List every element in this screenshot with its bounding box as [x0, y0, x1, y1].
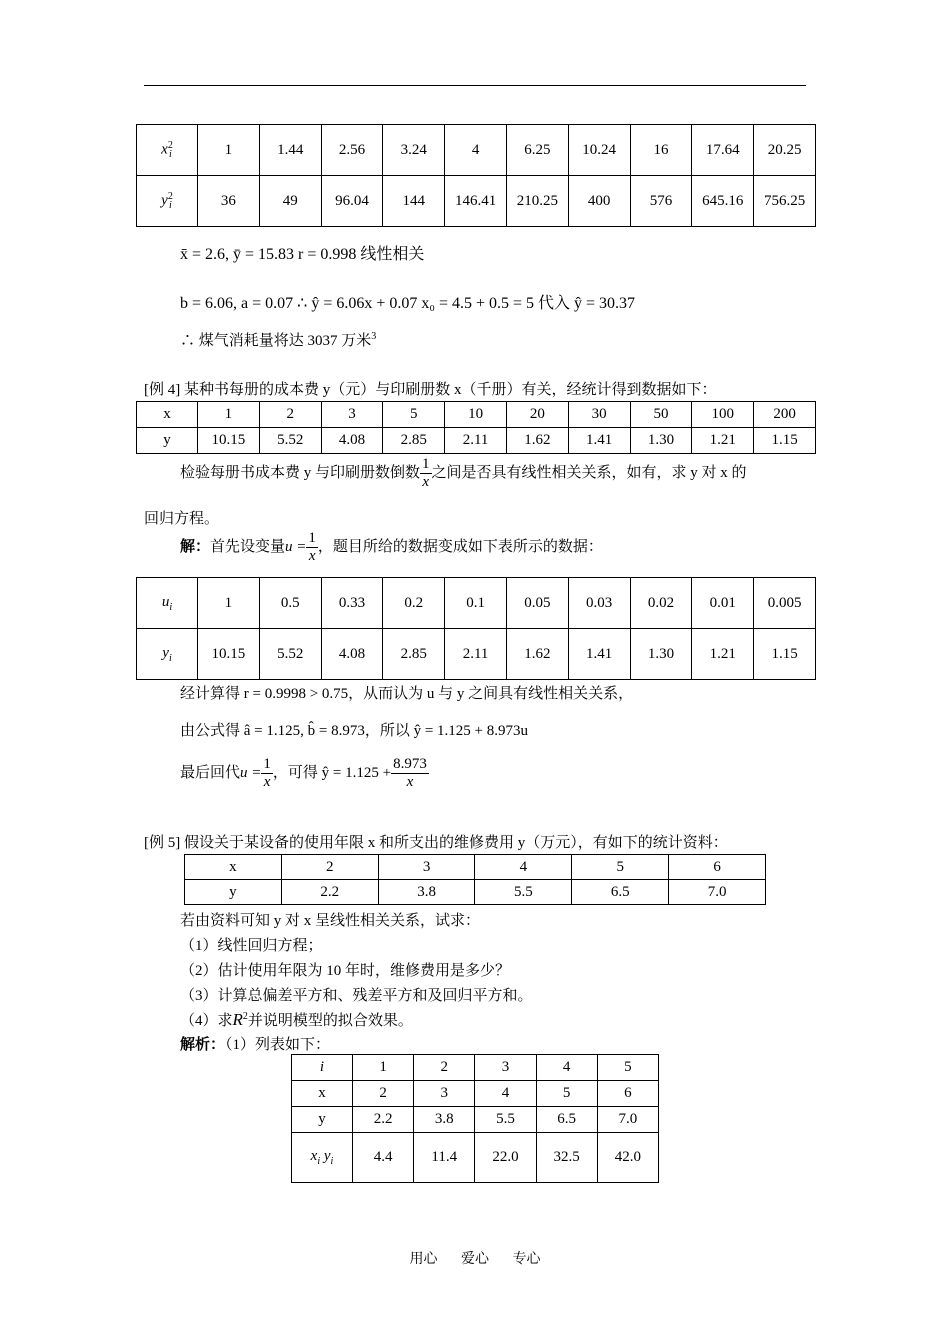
ex5-q2: （2）估计使用年限为 10 年时，维修费用是多少？: [180, 963, 511, 979]
header-rule: [144, 85, 806, 86]
table-row: [137, 629, 816, 680]
cell: 0.01: [692, 578, 754, 629]
cell: 0.02: [630, 578, 692, 629]
cell: 7.0: [669, 880, 766, 905]
example-4-question: [180, 456, 747, 491]
u-fraction: [261, 756, 273, 791]
solution-text-a: 首先设变量: [210, 538, 286, 555]
cell: 1.30: [630, 629, 692, 680]
table-squares: [136, 124, 816, 227]
solution-label: 解：: [180, 538, 211, 555]
cell: 0.05: [506, 578, 568, 629]
cell: 1.41: [568, 428, 630, 454]
cell: 4.08: [321, 629, 383, 680]
cell: 144: [383, 176, 445, 227]
q4-text-a: （4）求: [180, 1013, 233, 1029]
cell: 645.16: [692, 176, 754, 227]
example-5-intro: [例 5] 假设关于某设备的使用年限 x 和所支出的维修费用 y（万元），有如下的统计资料：: [144, 835, 728, 851]
cell: 50: [630, 402, 692, 428]
cell: 42.0: [597, 1133, 658, 1183]
table-row: [292, 1107, 659, 1133]
after-text-3b: ，可得 ŷ = 1.125 +: [272, 764, 392, 781]
cell: 1.15: [754, 629, 816, 680]
cell: 2.2: [281, 880, 378, 905]
row-label: y: [185, 880, 282, 905]
table-row: [185, 880, 766, 905]
cell: 10.24: [568, 125, 630, 176]
cell: 1.21: [692, 428, 754, 454]
cell: 11.4: [414, 1133, 475, 1183]
cell: 2.85: [383, 428, 445, 454]
cell: 36: [198, 176, 260, 227]
cell: 0.03: [568, 578, 630, 629]
row-label: x2 i: [137, 125, 198, 176]
cell: 400: [568, 176, 630, 227]
cell: 0.2: [383, 578, 445, 629]
calc-line-1: x̄ = 2.6, ȳ = 15.83 r = 0.998 线性相关: [180, 246, 425, 263]
cell: 1.62: [506, 629, 568, 680]
frac-den: x: [263, 774, 271, 790]
after-text-2: 由公式得 â = 1.125, b̂ = 8.973，所以 ŷ = 1.125 + 8.973u: [180, 723, 528, 739]
after-text-3a: 最后回代: [180, 764, 241, 781]
cell: 10: [445, 402, 507, 428]
cell: 1.21: [692, 629, 754, 680]
cell: 1.30: [630, 428, 692, 454]
table-ex5-data: [184, 854, 766, 905]
after-text-1: 经计算得 r = 0.9998 > 0.75，从而认为 u 与 y 之间具有线性相关关系，: [180, 686, 634, 702]
row-label: y: [137, 428, 198, 454]
table-row: [137, 428, 816, 454]
cell: 6.5: [572, 880, 669, 905]
cell: 4: [475, 855, 572, 880]
cell: 1.44: [259, 125, 321, 176]
var-u: u =: [285, 538, 307, 555]
cell: 3: [321, 402, 383, 428]
q4-text-b: 并说明模型的拟合效果。: [247, 1013, 413, 1029]
cell: 16: [630, 125, 692, 176]
question-text-a: 检验每册书成本费 y 与印刷册数倒数: [180, 464, 421, 481]
var-u: u =: [240, 764, 262, 781]
table-row: [137, 176, 816, 227]
cell: 6.5: [536, 1107, 597, 1133]
calc-line-3: [180, 329, 376, 350]
cell: 3.8: [378, 880, 475, 905]
table-ex5-calc: [291, 1054, 659, 1183]
answer-label: 解析：: [180, 1037, 226, 1053]
cell: 1: [353, 1055, 414, 1081]
table-row: [137, 402, 816, 428]
row-label: x: [292, 1081, 353, 1107]
cell: 5.52: [259, 428, 321, 454]
final-fraction: [391, 756, 429, 791]
cell: 49: [259, 176, 321, 227]
cell: 20.25: [754, 125, 816, 176]
cell: 17.64: [692, 125, 754, 176]
after-text-3: [180, 756, 429, 791]
cell: 0.005: [754, 578, 816, 629]
example-4-solution: [180, 530, 603, 565]
frac-num: 1: [308, 530, 316, 546]
solution-text-b: ，题目所给的数据变成如下表所示的数据：: [317, 538, 603, 555]
cell: 5.5: [475, 880, 572, 905]
cell: 4: [445, 125, 507, 176]
cell: 96.04: [321, 176, 383, 227]
reciprocal-fraction: [420, 456, 432, 491]
example-4-intro: [例 4] 某种书每册的成本费 y（元）与印刷册数 x（千册）有关，经统计得到数据如下：: [144, 382, 717, 398]
cell: 5.52: [259, 629, 321, 680]
page-footer: 用心 爱心 专心: [409, 1252, 541, 1267]
r-exponent: 2: [242, 1011, 248, 1022]
cell: 1: [198, 125, 260, 176]
table-row: [292, 1055, 659, 1081]
row-label: y: [292, 1107, 353, 1133]
cell: 3.8: [414, 1107, 475, 1133]
table-ex4-raw: [136, 401, 816, 454]
cell: 2.85: [383, 629, 445, 680]
ex5-q4: [180, 1009, 413, 1030]
cell: 576: [630, 176, 692, 227]
cell: 3: [378, 855, 475, 880]
cell: 5: [383, 402, 445, 428]
cell: 4: [536, 1055, 597, 1081]
row-label: $x_i$ $y_i$: [292, 1133, 353, 1183]
cell: 756.25: [754, 176, 816, 227]
table-ex4-transformed: [136, 577, 816, 680]
cell: 146.41: [445, 176, 507, 227]
cell: 4.08: [321, 428, 383, 454]
ex5-q3: （3）计算总偏差平方和、残差平方和及回归平方和。: [180, 988, 533, 1004]
question-text-b: 之间是否具有线性相关关系，如有，求 y 对 x 的: [431, 464, 747, 481]
answer-text: （1）列表如下：: [225, 1037, 331, 1053]
cell: 210.25: [506, 176, 568, 227]
row-label: $y_i$: [137, 629, 198, 680]
u-fraction: [306, 530, 318, 565]
cell: 2: [353, 1081, 414, 1107]
table-row: [292, 1081, 659, 1107]
cell: 1: [198, 402, 260, 428]
cell: 2: [414, 1055, 475, 1081]
cell: 3: [414, 1081, 475, 1107]
cell: 1.62: [506, 428, 568, 454]
cell: 1.15: [754, 428, 816, 454]
row-label: $u_i$: [137, 578, 198, 629]
calc-line-3-text: ∴ 煤气消耗量将达 3037 万米: [180, 333, 372, 349]
row-label: x: [137, 402, 198, 428]
cell: 5.5: [475, 1107, 536, 1133]
cell: 0.1: [445, 578, 507, 629]
row-label: x: [185, 855, 282, 880]
ex5-answer: [180, 1033, 330, 1054]
cell: 2.56: [321, 125, 383, 176]
cell: 5: [536, 1081, 597, 1107]
table-row: [137, 578, 816, 629]
cell: 30: [568, 402, 630, 428]
frac-num: 8.973: [393, 756, 427, 772]
cell: 20: [506, 402, 568, 428]
cell: 7.0: [597, 1107, 658, 1133]
frac-den: x: [422, 474, 430, 490]
row-label: i: [292, 1055, 353, 1081]
frac-num: 1: [422, 456, 430, 472]
cell: 6: [597, 1081, 658, 1107]
frac-num: 1: [263, 756, 271, 772]
ex5-q0: 若由资料可知 y 对 x 呈线性相关关系，试求：: [180, 913, 481, 929]
cell: 4: [475, 1081, 536, 1107]
cell: 6: [669, 855, 766, 880]
cell: 2: [281, 855, 378, 880]
cell: 6.25: [506, 125, 568, 176]
cell: 100: [692, 402, 754, 428]
frac-den: x: [406, 774, 414, 790]
cell: 1: [198, 578, 260, 629]
table-row: [292, 1133, 659, 1183]
cell: 22.0: [475, 1133, 536, 1183]
cell: 2.11: [445, 629, 507, 680]
r-symbol: R: [232, 1010, 243, 1029]
table-row: [185, 855, 766, 880]
cell: 4.4: [353, 1133, 414, 1183]
cell: 2.11: [445, 428, 507, 454]
row-label: y2 i: [137, 176, 198, 227]
ex5-q1: （1）线性回归方程；: [180, 938, 323, 954]
cell: 200: [754, 402, 816, 428]
unit-exponent: 3: [371, 331, 377, 342]
cell: 5: [597, 1055, 658, 1081]
cell: 32.5: [536, 1133, 597, 1183]
frac-den: x: [308, 548, 316, 564]
cell: 3.24: [383, 125, 445, 176]
table-row: [137, 125, 816, 176]
cell: 0.5: [259, 578, 321, 629]
example-4-question-end: 回归方程。: [144, 511, 220, 527]
cell: 0.33: [321, 578, 383, 629]
cell: 10.15: [198, 629, 260, 680]
calc-line-2: b = 6.06, a = 0.07 ∴ ŷ = 6.06x + 0.07 x₀ = 4.5 + 0.5 = 5 代入 ŷ = 30.37: [180, 295, 636, 312]
cell: 2: [259, 402, 321, 428]
cell: 2.2: [353, 1107, 414, 1133]
cell: 5: [572, 855, 669, 880]
cell: 3: [475, 1055, 536, 1081]
cell: 1.41: [568, 629, 630, 680]
cell: 10.15: [198, 428, 260, 454]
